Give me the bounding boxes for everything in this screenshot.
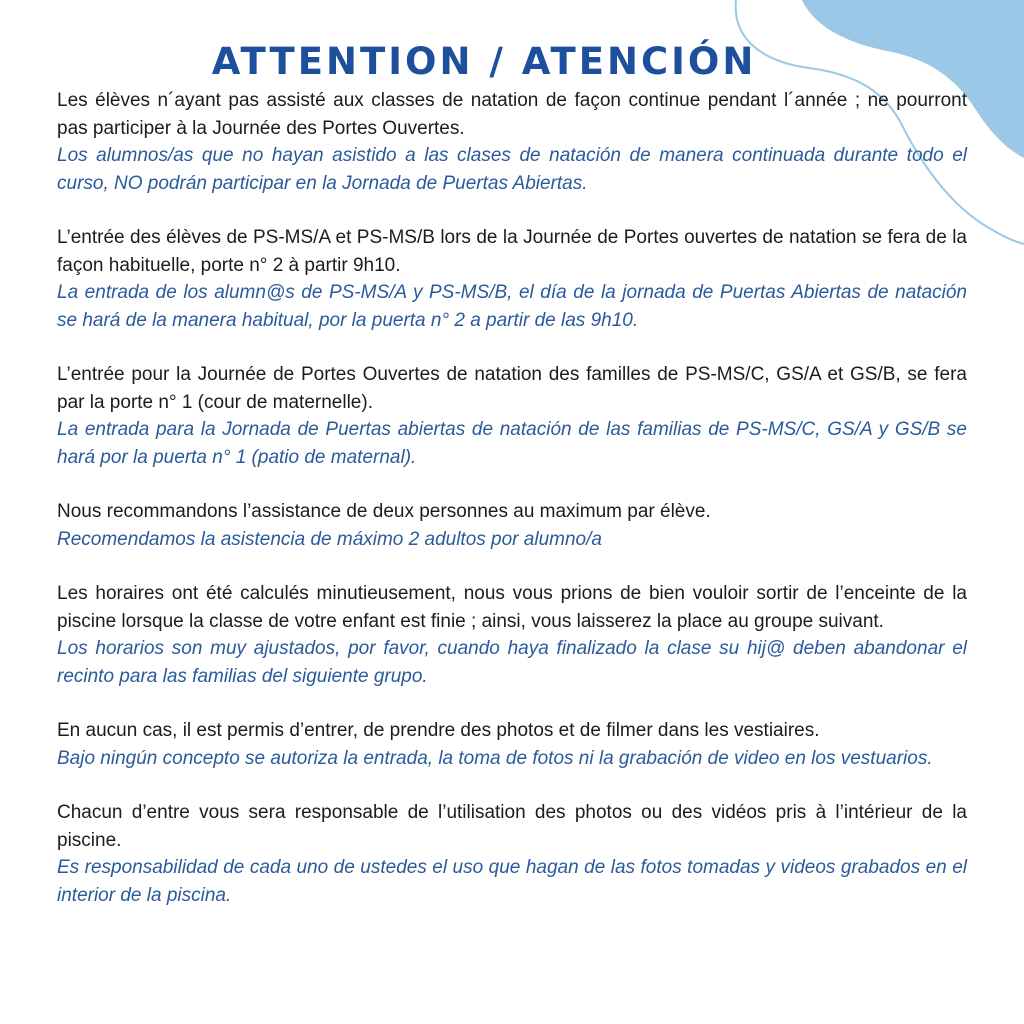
notice-block-6: [57, 717, 967, 772]
notice-block-2: [57, 224, 967, 334]
page-title: ATTENTION / ATENCIÓN: [211, 40, 757, 83]
notice-block-5: [57, 580, 967, 690]
french-paragraph: L’entrée des élèves de PS-MS/A et PS-MS/B lors de la Journée de Portes ouvertes de natation se fera de la façon habituelle, porte n° 2 à partir 9h10.: [57, 227, 967, 276]
notice-block-4: [57, 498, 967, 553]
french-paragraph: En aucun cas, il est permis d’entrer, de prendre des photos et de filmer dans les vestiaires.: [57, 720, 820, 741]
notice-content: [57, 87, 967, 936]
notice-block-1: [57, 87, 967, 197]
spanish-paragraph: Es responsabilidad de cada uno de ustedes el uso que hagan de las fotos tomadas y videos grabados en el interior de la piscina.: [57, 857, 967, 906]
notice-block-3: [57, 361, 967, 471]
spanish-paragraph: La entrada de los alumn@s de PS-MS/A y PS-MS/B, el día de la jornada de Puertas Abiertas de natación se hará de la manera habitual, por la puerta n° 2 a partir de las 9h10.: [57, 282, 967, 331]
spanish-paragraph: Los horarios son muy ajustados, por favor, cuando haya finalizado la clase su hij@ deben abandonar el recinto para las familias del siguiente grupo.: [57, 638, 967, 687]
spanish-paragraph: Los alumnos/as que no hayan asistido a las clases de natación de manera continuada durante todo el curso, NO podrán participar en la Jornada de Puertas Abiertas.: [57, 145, 967, 194]
french-paragraph: Les horaires ont été calculés minutieusement, nous vous prions de bien vouloir sortir de l’enceinte de la piscine lorsque la classe de votre enfant est finie ; ainsi, vous laisserez la place au groupe suivant.: [57, 583, 967, 632]
spanish-paragraph: Recomendamos la asistencia de máximo 2 adultos por alumno/a: [57, 528, 602, 550]
spanish-paragraph: Bajo ningún concepto se autoriza la entrada, la toma de fotos ni la grabación de video en los vestuarios.: [57, 747, 933, 769]
french-paragraph: Chacun d’entre vous sera responsable de l’utilisation des photos ou des vidéos pris à l’intérieur de la piscine.: [57, 802, 967, 851]
notice-block-7: [57, 799, 967, 909]
spanish-paragraph: La entrada para la Jornada de Puertas abiertas de natación de las familias de PS-MS/C, GS/A y GS/B se hará por la puerta n° 1 (patio de maternal).: [57, 419, 967, 468]
french-paragraph: L’entrée pour la Journée de Portes Ouvertes de natation des familles de PS-MS/C, GS/A et GS/B, se fera par la porte n° 1 (cour de maternelle).: [57, 364, 967, 413]
french-paragraph: Les élèves n´ayant pas assisté aux classes de natation de façon continue pendant l´année ; ne pourront pas participer à la Journée des Portes Ouvertes.: [57, 90, 967, 139]
french-paragraph: Nous recommandons l’assistance de deux personnes au maximum par élève.: [57, 501, 711, 522]
